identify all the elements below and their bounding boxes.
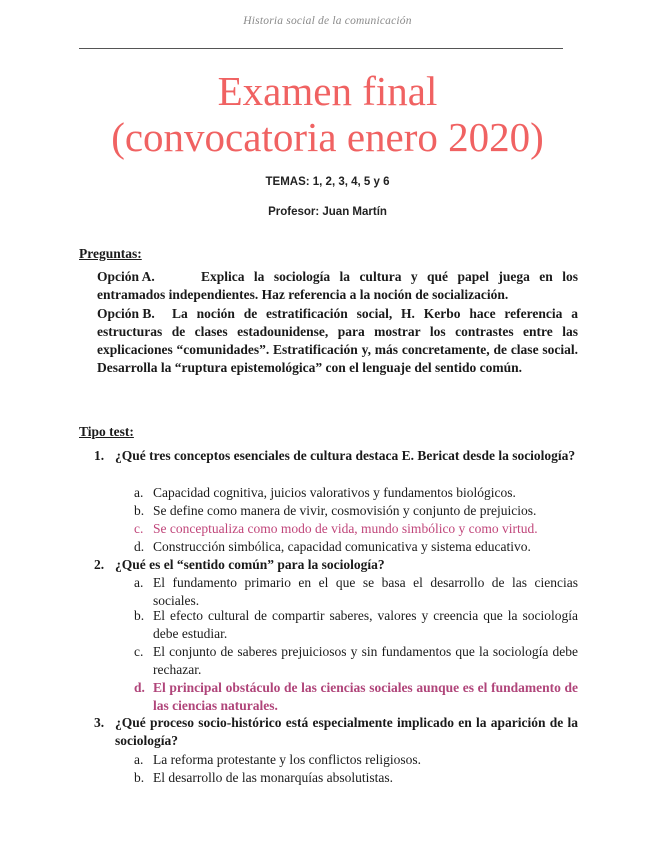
q2-answer-d-correct <box>134 679 578 715</box>
q2-answer-b <box>134 607 578 643</box>
answer-text: La reforma protestante y los conflictos religiosos. <box>153 752 422 767</box>
answer-text: El fundamento primario en el que se basa el desarrollo de las ciencias sociales. <box>153 575 578 608</box>
header-rule <box>79 48 563 49</box>
answer-text: Capacidad cognitiva, juicios valorativos y fundamentos biológicos. <box>153 485 516 500</box>
exam-title-line2: (convocatoria enero 2020) <box>111 114 544 160</box>
question-number: 3. <box>94 715 105 730</box>
q1-answer-a <box>134 484 578 502</box>
answer-text: Construcción simbólica, capacidad comunicativa y sistema educativo. <box>153 539 531 554</box>
answer-text: El desarrollo de las monarquías absolutistas. <box>153 770 393 785</box>
q2-answer-a <box>134 574 578 610</box>
q1-answer-c-correct <box>134 520 578 538</box>
answer-text: El efecto cultural de compartir saberes, valores y creencia que la sociología debe estudiar. <box>153 608 578 641</box>
question-text: ¿Qué proceso socio-histórico está especialmente implicado en la aparición de la sociología? <box>115 715 578 748</box>
option-b <box>97 305 578 377</box>
q3-answer-b <box>134 769 578 787</box>
q1-answer-b <box>134 502 578 520</box>
question-number: 2. <box>94 557 105 572</box>
question-number: 1. <box>94 448 105 463</box>
answer-letter: b. <box>134 608 145 623</box>
exam-title <box>0 68 655 160</box>
answer-text: Se conceptualiza como modo de vida, mundo simbólico y como virtud. <box>153 521 538 536</box>
profesor-line: Profesor: Juan Martín <box>268 206 387 218</box>
option-a-text: Explica la sociología la cultura y qué papel juega en los entramados independientes. Haz referencia a la noción de socialización. <box>97 269 578 302</box>
option-a <box>97 268 578 304</box>
answer-text: Se define como manera de vivir, cosmovisión y conjunto de prejuicios. <box>153 503 537 518</box>
answer-letter: a. <box>134 485 144 500</box>
q1-answer-d <box>134 538 578 556</box>
answer-letter: d. <box>134 539 145 554</box>
preguntas-heading: Preguntas: <box>79 246 142 261</box>
q3-answer-a <box>134 751 578 769</box>
answer-letter: a. <box>134 575 144 590</box>
answer-letter: d. <box>134 680 145 695</box>
exam-title-line1: Examen final <box>217 68 438 114</box>
option-a-label: Opción A. <box>97 269 155 284</box>
question-2 <box>94 556 578 574</box>
answer-text: El conjunto de saberes prejuiciosos y sin fundamentos que la sociología debe rechazar. <box>153 644 578 677</box>
option-b-label: Opción B. <box>97 306 155 321</box>
answer-letter: a. <box>134 752 144 767</box>
temas-line: TEMAS: 1, 2, 3, 4, 5 y 6 <box>265 176 390 188</box>
question-3 <box>94 714 578 750</box>
question-1 <box>94 447 578 465</box>
answer-letter: b. <box>134 770 145 785</box>
answer-letter: c. <box>134 521 144 536</box>
tipo-test-heading: Tipo test: <box>79 424 134 439</box>
answer-letter: c. <box>134 644 144 659</box>
answer-letter: b. <box>134 503 145 518</box>
q2-answer-c <box>134 643 578 679</box>
answer-text: El principal obstáculo de las ciencias sociales aunque es el fundamento de las ciencias naturales. <box>153 680 578 713</box>
question-text: ¿Qué es el “sentido común” para la sociología? <box>115 557 385 572</box>
running-header: Historia social de la comunicación <box>243 15 412 27</box>
option-b-text: La noción de estratificación social, H. Kerbo hace referencia a estructuras de clases estadounidense, para mostrar los contrastes entre las explicaciones “comunidades”. Estratificación y, más concretamente, de clase social. Desarrolla la “ruptura epistemológica” con el lenguaje del sentido común. <box>97 306 578 375</box>
question-text: ¿Qué tres conceptos esenciales de cultura destaca E. Bericat desde la sociología? <box>115 448 576 463</box>
